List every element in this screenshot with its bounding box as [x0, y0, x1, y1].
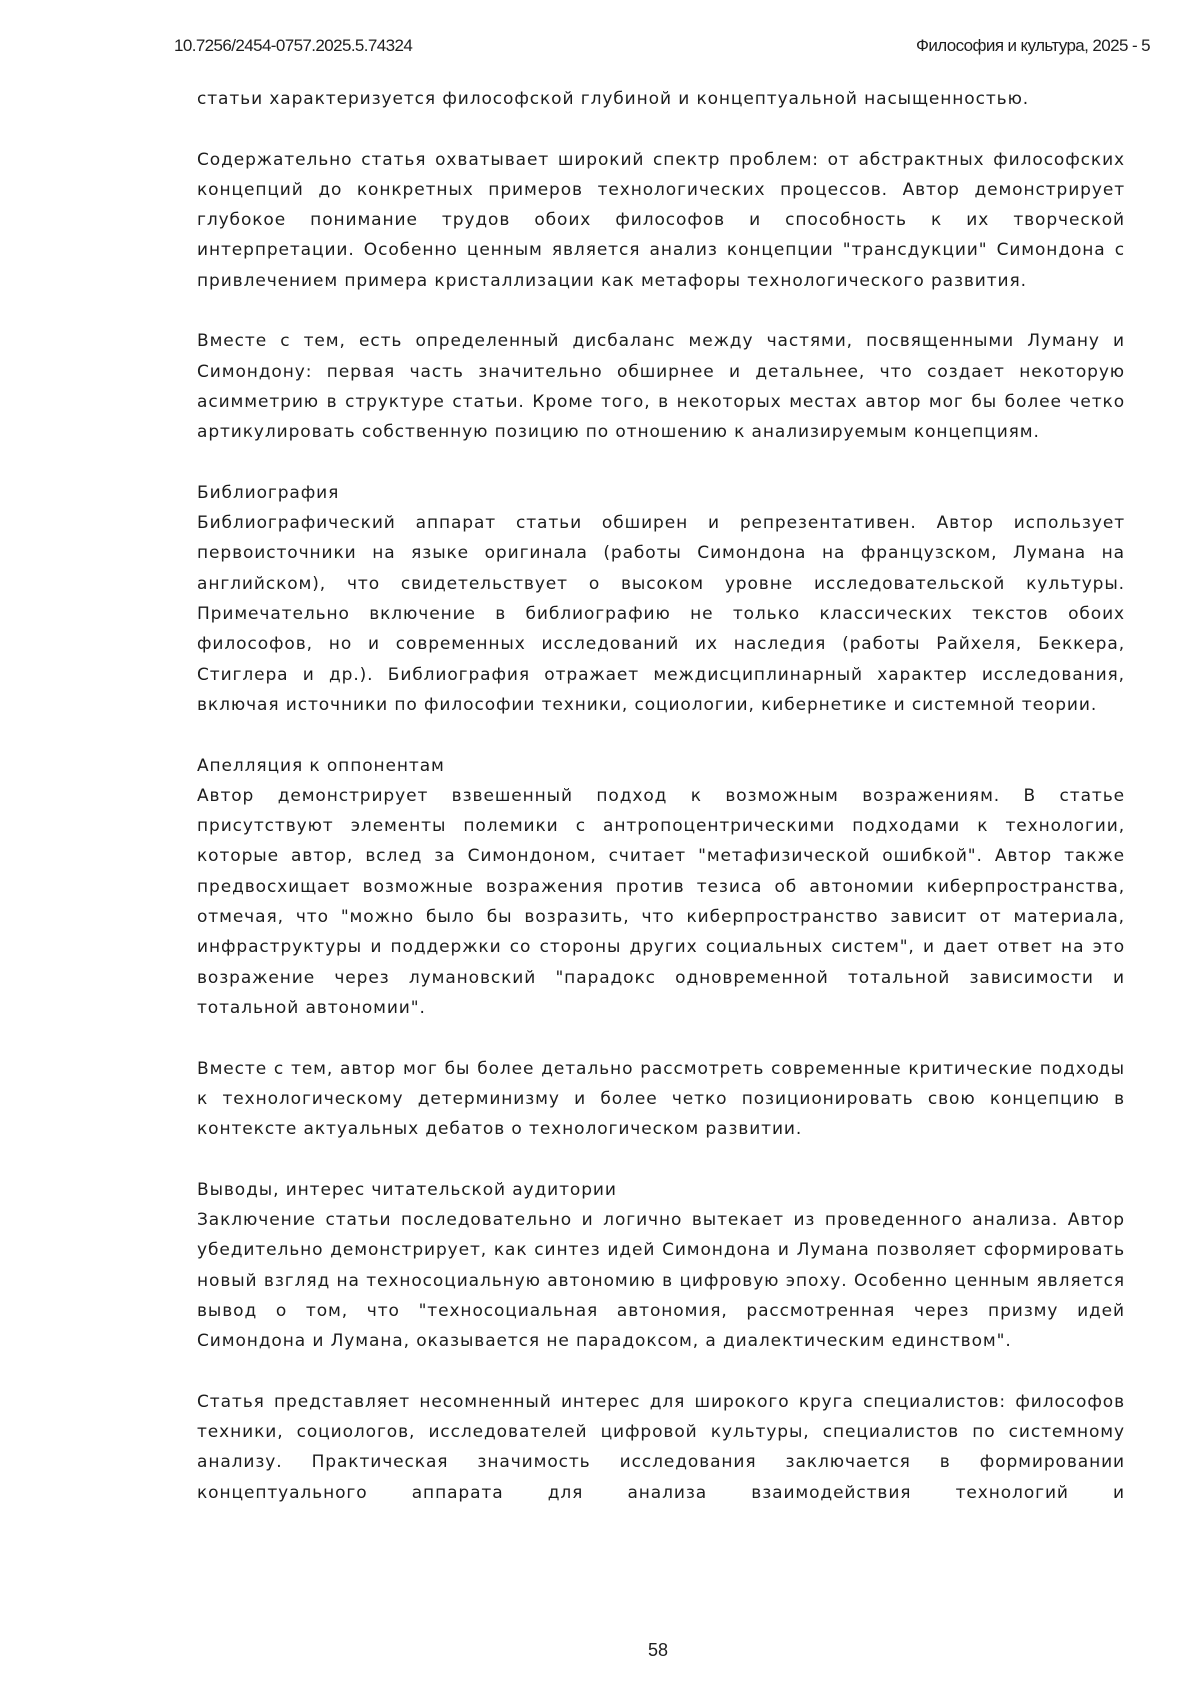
journal-title: Философия и культура, 2025 - 5: [916, 36, 1150, 56]
section-heading-conclusions: Выводы, интерес читательской аудитории: [197, 1175, 1125, 1205]
paragraph-opponents: Автор демонстрирует взвешенный подход к возможным возражениям. В статье присутствуют элементы полемики с антропоцентрическими подходами к технологии, которые автор, вслед за Симондоном, считает "метафизической ошибкой". Автор также предвосхищает возможные возражения против тезиса об автономии киберпространства, отмечая, что "можно было бы возразить, что киберпространство зависит от материала, инфраструктуры и поддержки со стороны других социальных систем", и дает ответ на это возражение через лумановский "парадокс одновременной тотальной зависимости и тотальной автономии".: [197, 786, 1125, 1018]
section-heading-bibliography: Библиография: [197, 478, 1125, 508]
doi-identifier: 10.7256/2454-0757.2025.5.74324: [174, 36, 412, 56]
page-number: 58: [0, 1640, 1200, 1661]
section-heading-opponents: Апелляция к оппонентам: [197, 751, 1125, 781]
article-body: [197, 84, 1125, 1508]
paragraph-imbalance: Вместе с тем, есть определенный дисбаланс между частями, посвященными Луману и Симондону: первая часть значительно обширнее и детальнее, что создает некоторую асимметрию в структуре статьи. Кроме того, в некоторых местах автор мог бы более четко артикулировать собственную позицию по отношению к анализируемым концепциям.: [197, 326, 1125, 447]
section-bibliography: [197, 478, 1125, 720]
paragraph-content-scope: Содержательно статья охватывает широкий спектр проблем: от абстрактных философских концепций до конкретных примеров технологических процессов. Автор демонстрирует глубокое понимание трудов обоих философов и способность к их творческой интерпретации. Особенно ценным является анализ концепции "трансдукции" Симондона с привлечением примера кристаллизации как метафоры технологического развития.: [197, 145, 1125, 296]
paragraph-intro-continuation: статьи характеризуется философской глубиной и концептуальной насыщенностью.: [197, 84, 1125, 114]
running-header: [174, 36, 1150, 60]
paragraph-bibliography: Библиографический аппарат статьи обширен и репрезентативен. Автор использует первоисточники на языке оригинала (работы Симондона на французском, Лумана на английском), что свидетельствует о высоком уровне исследовательской культуры. Примечательно включение в библиографию не только классических текстов обоих философов, но и современных исследований их наследия (работы Райхеля, Беккера, Стиглера и др.). Библиография отражает междисциплинарный характер исследования, включая источники по философии техники, социологии, кибернетике и системной теории.: [197, 513, 1125, 715]
section-opponents: [197, 751, 1125, 1024]
paragraph-conclusions: Заключение статьи последовательно и логично вытекает из проведенного анализа. Автор убедительно демонстрирует, как синтез идей Симондона и Лумана позволяет сформировать новый взгляд на техносоциальную автономию в цифровую эпоху. Особенно ценным является вывод о том, что "техносоциальная автономия, рассмотренная через призму идей Симондона и Лумана, оказывается не парадоксом, а диалектическим единством".: [197, 1210, 1125, 1351]
section-conclusions: [197, 1175, 1125, 1357]
paragraph-audience-interest: Статья представляет несомненный интерес для широкого круга специалистов: философов техники, социологов, исследователей цифровой культуры, специалистов по системному анализу. Практическая значимость исследования заключается в формировании концептуального аппарата для анализа взаимодействия технологий и: [197, 1387, 1125, 1508]
paragraph-critique: Вместе с тем, автор мог бы более детально рассмотреть современные критические подходы к технологическому детерминизму и более четко позиционировать свою концепцию в контексте актуальных дебатов о технологическом развитии.: [197, 1054, 1125, 1145]
